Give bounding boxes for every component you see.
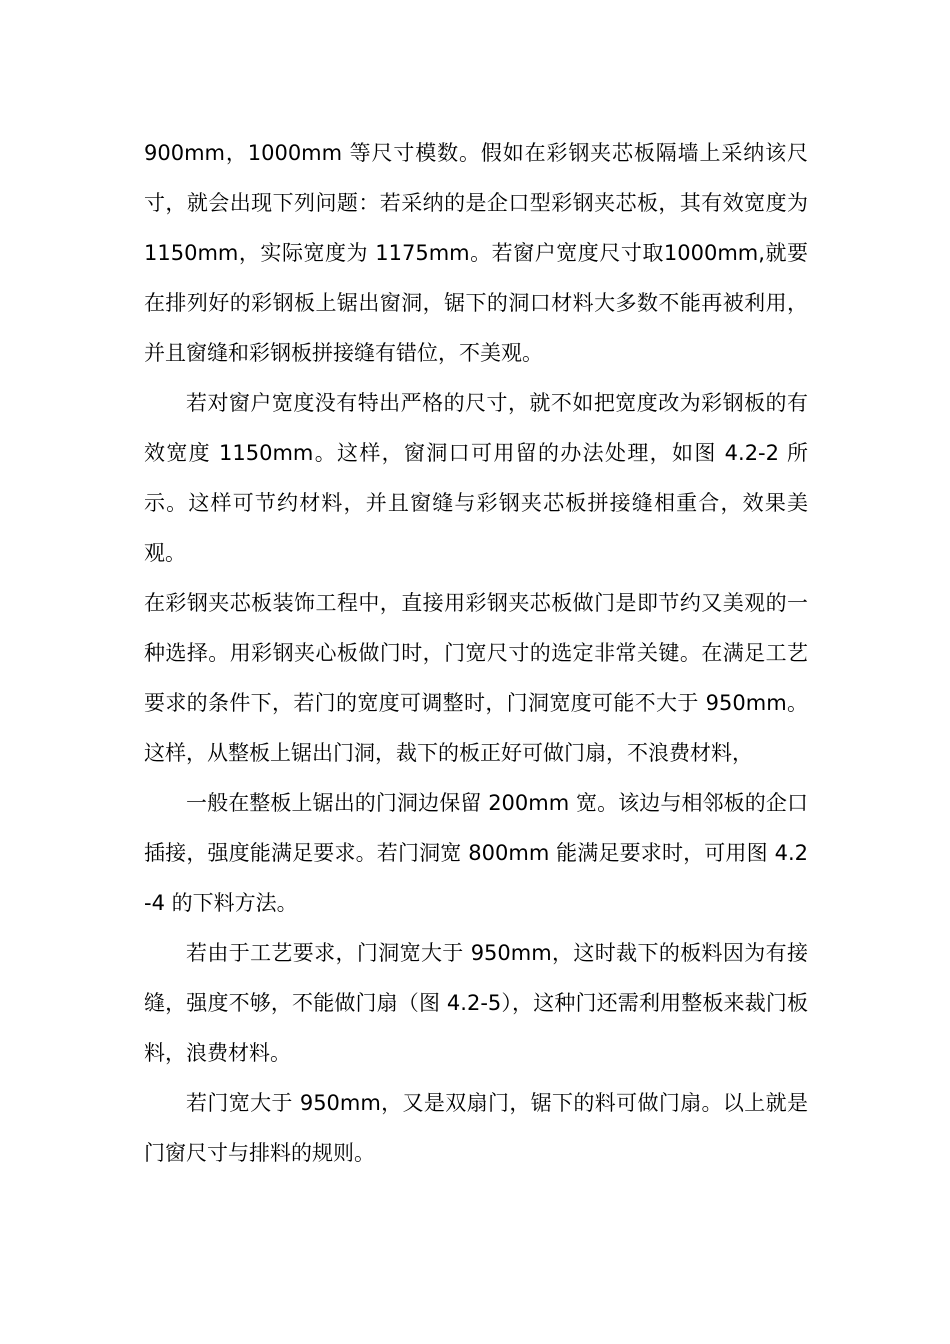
paragraph-2: 若对窗户宽度没有特出严格的尺寸，就不如把宽度改为彩钢板的有效宽度 1150mm。这样，窗洞口可用留的办法处理，如图 4.2-2 所示。这样可节约材料，并且窗缝与彩钢夹芯板拼接缝相重合，效果美观。 [144, 391, 808, 565]
paragraph-1: 900mm，1000mm 等尺寸模数。假如在彩钢夹芯板隔墙上采纳该尺寸，就会出现下列问题：若采纳的是企口型彩钢夹芯板，其有效宽度为 1150mm，实际宽度为 1175mm。若窗户宽度尺寸取1000mm,就要在排列好的彩钢板上锯出窗洞，锯下的洞口材料大多数不能再被利用，并且窗缝和彩钢板拼接缝有错位，不美观。 [144, 141, 808, 365]
paragraph-6: 若门宽大于 950mm，又是双扇门，锯下的料可做门扇。以上就是门窗尺寸与排料的规则。 [144, 1091, 808, 1165]
paragraph-4: 一般在整板上锯出的门洞边保留 200mm 宽。该边与相邻板的企口插接，强度能满足要求。若门洞宽 800mm 能满足要求时，可用图 4.2-4 的下料方法。 [144, 791, 808, 915]
paragraph-3: 在彩钢夹芯板装饰工程中，直接用彩钢夹芯板做门是即节约又美观的一种选择。用彩钢夹心板做门时，门宽尺寸的选定非常关键。在满足工艺要求的条件下，若门的宽度可调整时，门洞宽度可能不大于 950mm。这样，从整板上锯出门洞，裁下的板正好可做门扇，不浪费材料， [144, 591, 808, 765]
document-body [144, 128, 808, 1178]
paragraph-5: 若由于工艺要求，门洞宽大于 950mm，这时裁下的板料因为有接缝，强度不够，不能做门扇（图 4.2-5），这种门还需利用整板来裁门板料，浪费材料。 [144, 941, 808, 1065]
